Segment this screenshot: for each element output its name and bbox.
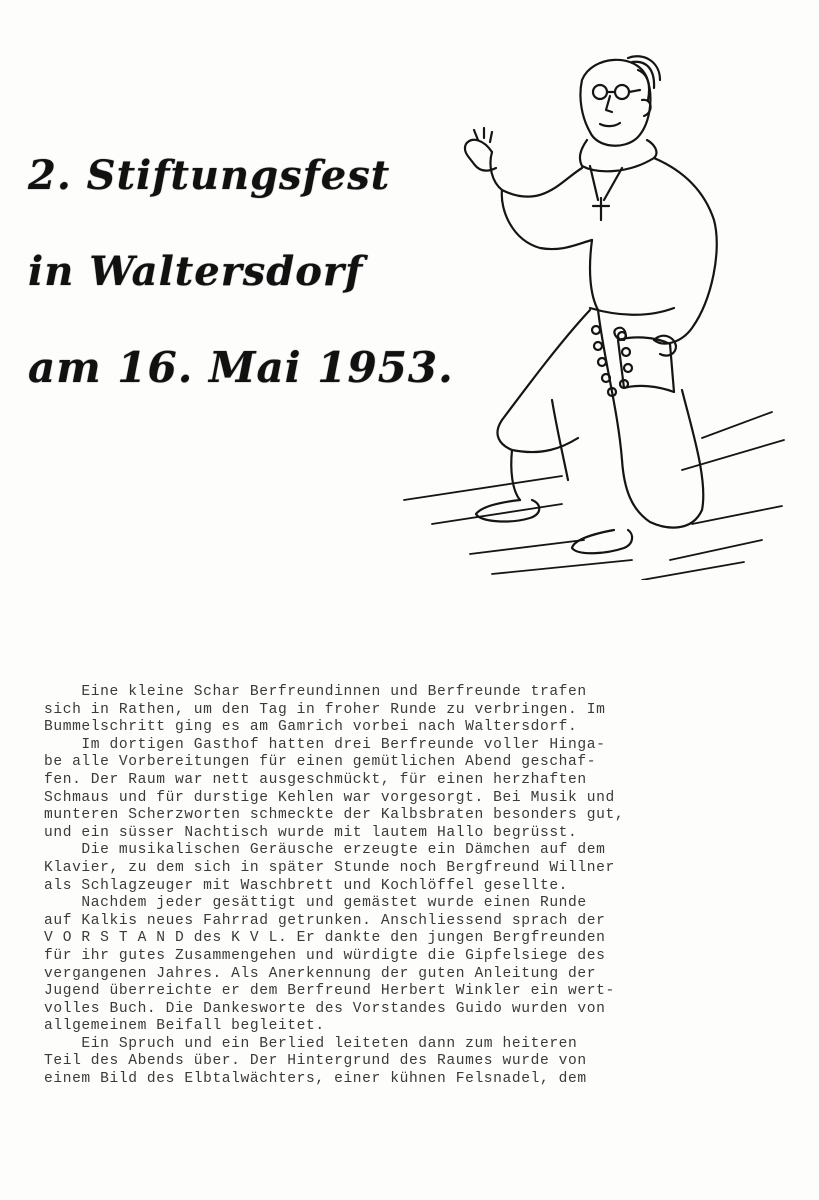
- title-line-2: in Waltersdorf: [28, 248, 364, 295]
- body-line: Schmaus und für durstige Kehlen war vorgesorgt. Bei Musik und: [44, 789, 615, 806]
- body-line: für ihr gutes Zusammengehen und würdigte die Gipfelsiege des: [44, 947, 606, 964]
- monk-head: [580, 60, 650, 146]
- body-line: Klavier, zu dem sich in später Stunde noch Bergfreund Willner: [44, 859, 615, 876]
- body-line: Bummelschritt ging es am Gamrich vorbei nach Waltersdorf.: [44, 719, 578, 736]
- body-line: munteren Scherzworten schmeckte der Kalbsbraten besonders gut,: [44, 807, 625, 824]
- body-line: allgemeinem Beifall begleitet.: [44, 1018, 325, 1035]
- body-text: [44, 684, 774, 1089]
- body-line: einem Bild des Elbtalwächters, einer kühnen Felsnadel, dem: [44, 1071, 587, 1088]
- body-line: Ein Spruch und ein Berlied leiteten dann zum heiteren: [44, 1035, 578, 1052]
- body-line: Jugend überreichte er dem Berfreund Herbert Winkler ein wert-: [44, 983, 615, 1000]
- body-line: fen. Der Raum war nett ausgeschmückt, für einen herzhaften: [44, 771, 587, 788]
- body-line: als Schlagzeuger mit Waschbrett und Kochlöffel gesellte.: [44, 877, 569, 894]
- body-line: auf Kalkis neues Fahrrad getrunken. Anschliessend sprach der: [44, 912, 606, 929]
- body-line: Eine kleine Schar Berfreundinnen und Berfreunde trafen: [44, 684, 587, 700]
- body-line: und ein süsser Nachtisch wurde mit lautem Hallo begrüsst.: [44, 824, 578, 841]
- body-line: Nachdem jeder gesättigt und gemästet wurde einen Runde: [44, 895, 587, 912]
- body-line: Im dortigen Gasthof hatten drei Berfreunde voller Hinga-: [44, 736, 606, 753]
- body-line: Die musikalischen Geräusche erzeugte ein Dämchen auf dem: [44, 842, 606, 859]
- body-line: V O R S T A N D des K V L. Er dankte den jungen Bergfreunden: [44, 930, 606, 947]
- monk-figure-drawing: [392, 40, 792, 580]
- body-line: sich in Rathen, um den Tag in froher Runde zu verbringen. Im: [44, 701, 606, 718]
- body-line: be alle Vorbereitungen für einen gemütlichen Abend geschaf-: [44, 754, 597, 771]
- body-line: Teil des Abends über. Der Hintergrund des Raumes wurde von: [44, 1053, 587, 1070]
- body-line: vergangenen Jahres. Als Anerkennung der guten Anleitung der: [44, 965, 597, 982]
- title-line-3: am 16. Mai 1953.: [28, 343, 454, 392]
- body-line: volles Buch. Die Dankesworte des Vorstandes Guido wurden von: [44, 1000, 606, 1017]
- title-line-1: 2. Stiftungsfest: [28, 152, 391, 199]
